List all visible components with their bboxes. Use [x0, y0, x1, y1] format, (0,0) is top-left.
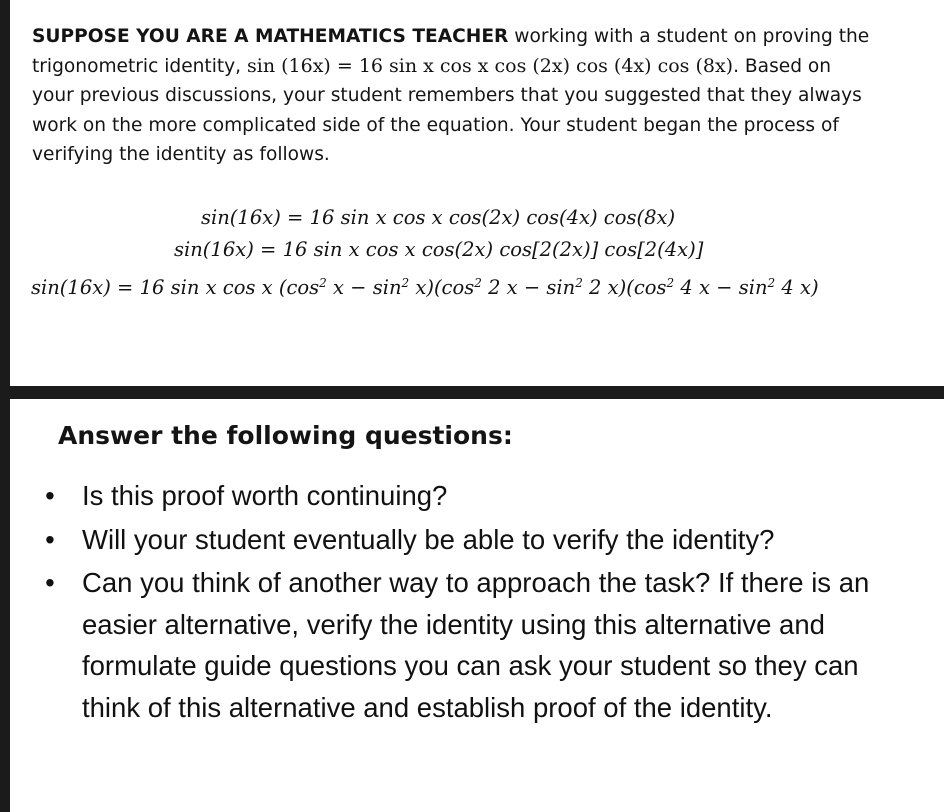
equation-3-part: 4 x − sin [674, 276, 768, 299]
equation-step-1 [201, 206, 675, 230]
problem-line-2-text: trigonometric identity, [32, 55, 247, 77]
question-text: Will your student eventually be able to verify the identity? [82, 523, 775, 555]
problem-panel [10, 0, 944, 386]
equation-3-part: x)(cos [409, 276, 475, 299]
exponent: 2 [575, 276, 583, 290]
problem-line-1 [32, 22, 932, 52]
equation-3-part: 2 x)(cos [582, 276, 667, 299]
problem-line-2 [32, 52, 932, 82]
equation-3-part: x − sin [326, 276, 402, 299]
exponent: 2 [319, 276, 327, 290]
questions-list [40, 475, 902, 730]
equation-2-rhs: = 16 sin x cos x cos(2x) cos[2(2x)] cos[2(4x)] [260, 238, 704, 261]
exponent: 2 [401, 276, 410, 290]
question-text: Is this proof worth continuing? [82, 480, 448, 511]
questions-panel [10, 399, 944, 812]
equation-3-lhs: sin(16x) [31, 276, 111, 299]
exponent: 2 [767, 276, 776, 290]
equation-step-3 [31, 276, 819, 300]
problem-lead-bold: SUPPOSE YOU ARE A MATHEMATICS TEACHER [32, 26, 509, 47]
bullet-icon: • [45, 567, 55, 598]
equation-2-lhs: sin(16x) [174, 238, 254, 261]
problem-statement [32, 22, 932, 170]
questions-heading: Answer the following questions: [58, 421, 513, 450]
question-text: Can you think of another way to approach the task? If there is an easier alternative, verify the identity using this alternative and formulate guide questions you can ask your student so they can think of this alternative and establish proof of the identity. [82, 567, 870, 723]
question-item-1 [40, 475, 902, 517]
problem-line-4: work on the more complicated side of the equation. Your student began the process of [32, 114, 839, 136]
exponent: 2 [474, 276, 482, 290]
problem-line-3: your previous discussions, your student remembers that you suggested that they always [32, 85, 862, 106]
problem-line-2-tail: . Based on [733, 55, 832, 77]
problem-line-5: verifying the identity as follows. [32, 144, 330, 165]
equation-1-rhs: = 16 sin x cos x cos(2x) cos(4x) cos(8x) [287, 206, 676, 229]
exponent: 2 [666, 276, 675, 290]
equation-3-part: 2 x − sin [481, 276, 576, 299]
question-item-2 [40, 519, 902, 561]
equation-3-part: = 16 sin x cos x (cos [117, 276, 320, 299]
bullet-icon: • [45, 523, 55, 555]
problem-line-1-rest: working with a student on proving the [508, 26, 870, 47]
equation-1-lhs: sin(16x) [201, 206, 281, 229]
question-item-3 [40, 562, 902, 728]
equation-step-2 [174, 238, 703, 262]
bullet-icon: • [45, 480, 55, 511]
equation-3-part: 4 x) [775, 276, 819, 299]
identity-inline-math: sin (16x) = 16 sin x cos x cos (2x) cos (4x) cos (8x) [247, 54, 734, 77]
